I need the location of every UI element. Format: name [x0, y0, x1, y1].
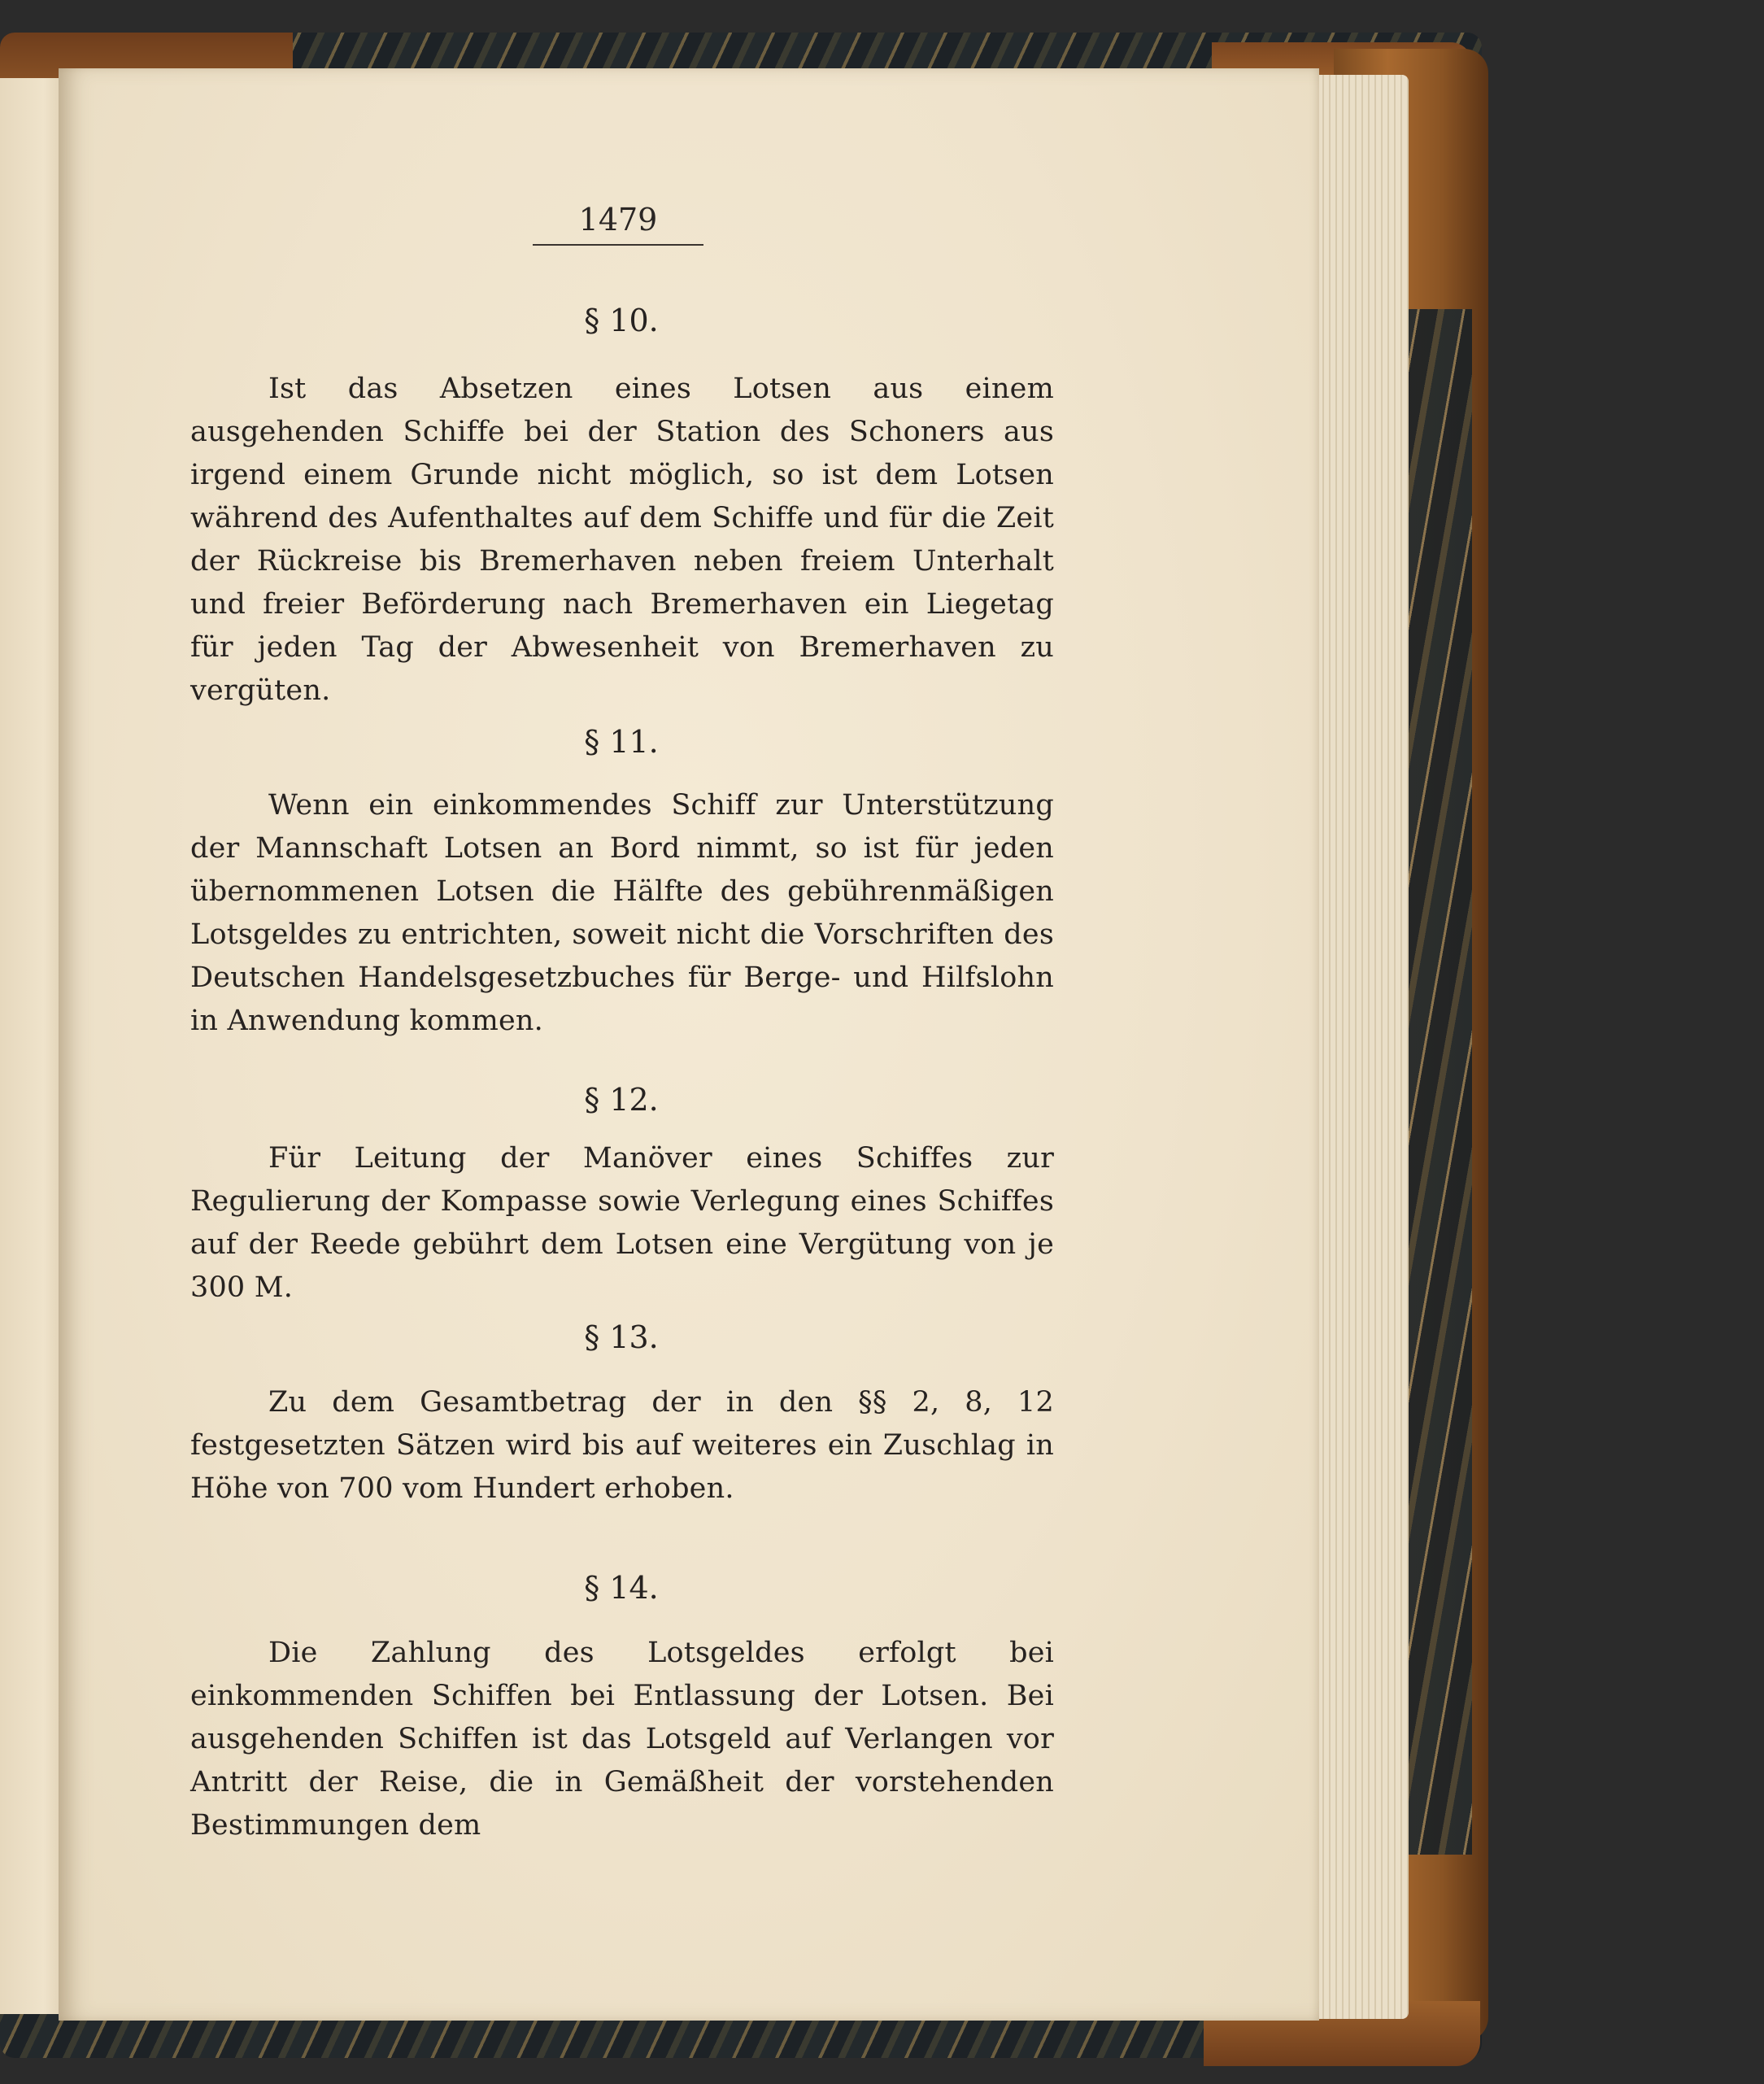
- page-edges: [1311, 75, 1409, 2019]
- section-heading: § 14.: [584, 1570, 659, 1606]
- section-paragraph: Zu dem Gesamtbetrag der in den §§ 2, 8, 12 festgesetzten Sätzen wird bis auf weiteres ein Zuschlag in Höhe von 700 vom Hundert erhoben.: [190, 1386, 1054, 1505]
- section-heading: § 13.: [584, 1319, 659, 1355]
- section-heading: § 10.: [584, 303, 659, 338]
- section-heading: § 12.: [584, 1082, 659, 1118]
- section-paragraph: Ist das Absetzen eines Lotsen aus einem ausgehenden Schiffe bei der Station des Schoners aus irgend einem Grunde nicht möglich, so ist dem Lotsen während des Aufenthaltes auf dem Schiffe und für die Zeit der Rückreise bis Bremerhaven neben freiem Unterhalt und freier Beförderung nach Bremerhaven ein Liegetag für jeden Tag der Abwesenheit von Bremerhaven zu vergüten.: [190, 373, 1054, 707]
- section-heading: § 11.: [584, 724, 659, 760]
- page-number-rule: [533, 244, 703, 246]
- section-paragraph: Für Leitung der Manöver eines Schiffes zur Regulierung der Kompasse sowie Verlegung eines Schiffes auf der Reede gebührt dem Lotsen eine Vergütung von je 300 M.: [190, 1142, 1054, 1304]
- section-paragraph: Die Zahlung des Lotsgeldes erfolgt bei einkommenden Schiffen bei Entlassung der Lotsen. Bei ausgehenden Schiffen ist das Lotsgeld auf Verlangen vor Antritt der Reise, die in Gemäßheit der vorstehenden Bestimmungen dem: [190, 1637, 1054, 1842]
- section-paragraph: Wenn ein einkommendes Schiff zur Unterstützung der Mannschaft Lotsen an Bord nimmt, so ist für jeden übernommenen Lotsen die Hälfte des gebührenmäßigen Lotsgeldes zu entrichten, soweit nicht die Vorschriften des Deutschen Handelsgesetzbuches für Berge- und Hilfslohn in Anwendung kommen.: [190, 789, 1054, 1037]
- page-number: 1479: [578, 202, 658, 238]
